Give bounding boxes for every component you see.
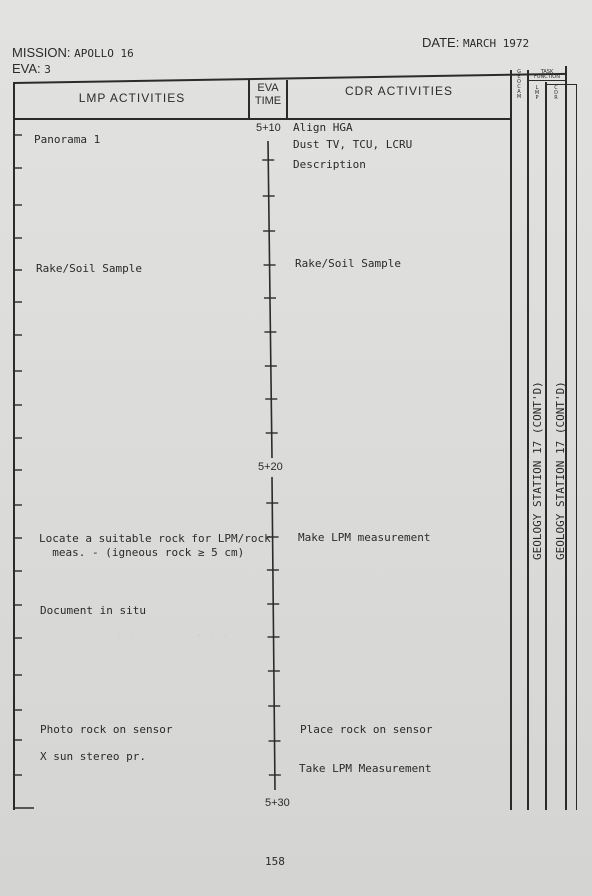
cdr-activity-lpm-measure: Make LPM measurement [298, 531, 431, 544]
eva-label: EVA: [12, 61, 41, 76]
eva-value: 3 [44, 63, 51, 76]
cdr-activity-description: Description [293, 158, 366, 171]
geo-cam-header: G E O C A M [516, 69, 522, 100]
ghost-text: . . . . . . [90, 626, 230, 639]
lmp-activity-document: Document in situ [40, 604, 146, 617]
eva-time-header-line1: EVA [257, 82, 279, 94]
cdr-activity-align-hga: Align HGA [293, 121, 353, 134]
lmp-activity-panorama: Panorama 1 [34, 133, 101, 146]
lmp-activity-rake-soil: Rake/Soil Sample [36, 262, 142, 275]
cdr-activity-rake-soil: Rake/Soil Sample [295, 257, 401, 270]
page-number: 158 [265, 855, 285, 868]
task-lmp-note: GEOLOGY STATION 17 (CONT'D) [531, 381, 544, 560]
task-lmp-header: L M P [534, 85, 540, 101]
task-cdr-note: GEOLOGY STATION 17 (CONT'D) [554, 381, 567, 560]
date-value: MARCH 1972 [462, 37, 530, 50]
cdr-activity-dust-tv: Dust TV, TCU, LCRU [293, 138, 413, 151]
time-label-5-10: 5+10 [256, 122, 281, 134]
timeline-axis-upper [268, 141, 272, 458]
date-label: DATE: [422, 35, 460, 50]
time-label-5-20: 5+20 [258, 461, 283, 473]
lmp-activity-locate-rock: Locate a suitable rock for LPM/rock meas. - (igneous rock ≥ 5 cm) [39, 532, 271, 559]
lmp-activity-photo-rock: Photo rock on sensor [40, 723, 173, 736]
task-function-header: TASK FUNCTION [534, 69, 560, 80]
cdr-activity-take-lpm: Take LPM Measurement [299, 762, 432, 775]
mission-value: APOLLO 16 [74, 47, 134, 60]
lmp-activity-x-sun: X sun stereo pr. [40, 750, 146, 763]
task-cdr-header: C D R [554, 85, 558, 101]
cdr-activities-header: CDR ACTIVITIES [344, 84, 453, 98]
left-border-ticks [15, 135, 22, 775]
mission-label: MISSION: [12, 45, 71, 60]
lmp-activities-header: LMP ACTIVITIES [78, 91, 186, 105]
eva-time-header-line2: TIME [254, 95, 282, 107]
timeline-axis-lower [272, 477, 275, 790]
time-label-5-30: 5+30 [265, 797, 290, 809]
cdr-activity-place-rock: Place rock on sensor [300, 723, 433, 736]
